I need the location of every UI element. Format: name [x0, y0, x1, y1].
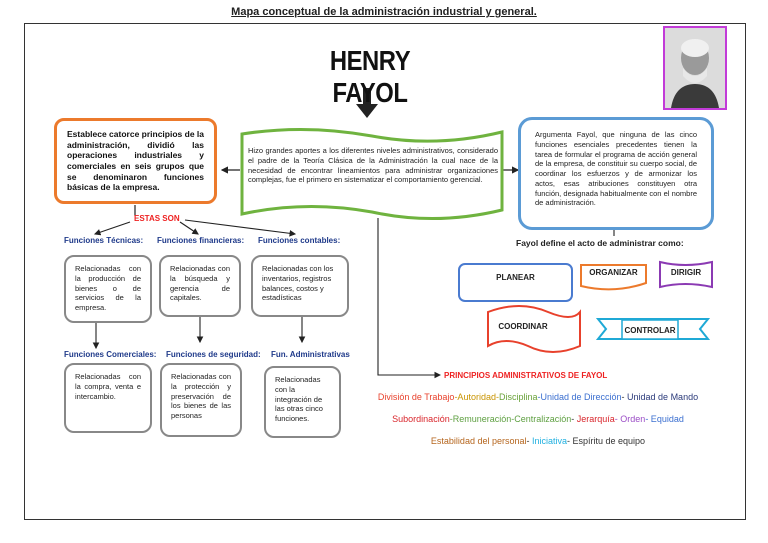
function-box: Relacionadas con la integración de las otras cinco funciones.	[264, 366, 341, 438]
principle: - Orden	[614, 414, 646, 424]
principle: -	[571, 414, 577, 424]
principle: Estabilidad del personal	[430, 436, 527, 446]
principle: Jerarquía	[576, 414, 615, 424]
principle: -Remuneración-	[449, 414, 515, 424]
principle: -Unidad de Dirección	[537, 392, 622, 402]
function-label: Funciones financieras:	[157, 236, 245, 245]
fayol-definition-label: Fayol define el acto de administrar como:	[516, 238, 684, 248]
principle: Disciplina	[498, 392, 538, 402]
act-controlar: CONTROLAR	[624, 326, 676, 335]
act-organizar: ORGANIZAR	[589, 268, 638, 277]
principles-title: PRINCIPIOS ADMINISTRATIVOS DE FAYOL	[444, 371, 608, 380]
function-label: Funciones de seguridad:	[166, 350, 261, 359]
principle: - Espíritu de equipo	[567, 436, 646, 446]
function-box: Relacionadas con la compra, venta e intercambio.	[64, 363, 152, 433]
act-dirigir: DIRIGIR	[670, 268, 702, 277]
function-box: Relacionadas con la búsqueda y gerencia de capitales.	[159, 255, 241, 317]
function-box: Relacionadas con los inventarios, registros balances, costos y estadísticas	[251, 255, 349, 317]
estas-son-label: ESTAS SON	[134, 214, 180, 223]
main-heading: HENRY FAYOL	[329, 45, 411, 108]
function-label: Funciones contables:	[258, 236, 341, 245]
principles-line-3	[330, 436, 746, 446]
center-summary-text: Hizo grandes aportes a los diferentes niveles administrativos, considerado el padre de la Teoría Clásica de la Administración la cual nace de la necesidad de encontrar lineamientos para administrar organizaciones complejas, fue el primero en sistematizar el comportamiento gerencial.	[248, 146, 498, 185]
planear-shape	[459, 264, 572, 301]
principle: Iniciativa	[532, 436, 568, 446]
function-box: Relacionadas con la protección y preservación de los bienes de las personas	[160, 363, 242, 437]
principle: Unidad de Mando	[627, 392, 699, 402]
page-title: Mapa conceptual de la administración industrial y general.	[231, 6, 537, 18]
principle: -	[621, 392, 628, 402]
principles-line-1	[330, 392, 746, 402]
function-label: Funciones Técnicas:	[64, 236, 144, 245]
principle: -Autoridad-	[454, 392, 499, 402]
act-planear: PLANEAR	[496, 273, 535, 282]
principle: - Equidad	[645, 414, 684, 424]
act-coordinar: COORDINAR	[498, 322, 548, 331]
function-label: Funciones Comerciales:	[64, 350, 157, 359]
principle: División de Trabajo	[377, 392, 455, 402]
principles-line-2	[330, 414, 746, 424]
right-summary-box: Argumenta Fayol, que ninguna de las cinco funciones esenciales precedentes tienen la tarea de formular el programa de acción general de la empresa, de constituir su cuerpo social, de coordinar los esfuerzos y de armonizar los actos, esas atribuciones constituyen otra función, designada habitualmente con el nombre de administración.	[518, 117, 714, 230]
principle: Centralización	[514, 414, 572, 424]
principle: Subordinación	[392, 414, 450, 424]
principle: -	[526, 436, 532, 446]
function-box: Relacionadas con la producción de bienes o de servicios de la empresa.	[64, 255, 152, 323]
left-summary-box: Establece catorce principios de la administración, dividió las operaciones industriales y comerciales en seis grupos que se denominaron funciones básicas de la empresa.	[54, 118, 217, 204]
function-label: Fun. Administrativas	[271, 350, 350, 359]
